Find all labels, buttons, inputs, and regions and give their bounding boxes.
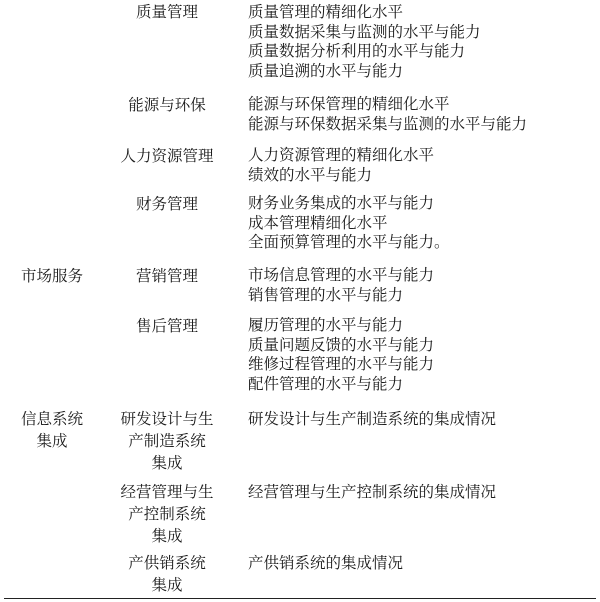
content-line: 能源与环保数据采集与监测的水平与能力 — [248, 114, 528, 133]
content-line: 质量问题反馈的水平与能力 — [248, 335, 435, 354]
content-line: 成本管理精细化水平 — [248, 213, 388, 232]
subitem-cell — [104, 193, 230, 215]
subitem-text: 研发设计与生 — [120, 410, 214, 428]
content-line: 经营管理与生产控制系统的集成情况 — [248, 483, 497, 501]
subitem-text: 营销管理 — [135, 267, 198, 285]
content-line: 质量数据采集与监测的水平与能力 — [248, 22, 481, 41]
category-cell — [6, 265, 98, 287]
subitem-cell — [104, 552, 230, 596]
content-line: 市场信息管理的水平与能力 — [248, 266, 435, 284]
content-line: 质量数据分析利用的水平与能力 — [248, 42, 466, 60]
content-cell — [248, 483, 596, 503]
content-cell — [248, 95, 596, 134]
content-line: 质量追溯的水平与能力 — [248, 61, 404, 80]
content-line: 能源与环保管理的精细化水平 — [248, 95, 450, 113]
subitem-text: 售后管理 — [135, 317, 198, 335]
content-line: 履历管理的水平与能力 — [248, 316, 404, 334]
content-cell — [248, 316, 596, 394]
category-text: 集成 — [36, 432, 68, 450]
subitem-text: 产制造系统 — [128, 432, 206, 450]
content-cell — [248, 194, 596, 253]
content-line: 人力资源管理的精细化水平 — [248, 146, 435, 164]
subitem-text: 集成 — [151, 576, 183, 594]
content-line: 财务业务集成的水平与能力 — [248, 194, 435, 212]
category-text: 市场服务 — [20, 267, 83, 285]
content-line: 绩效的水平与能力 — [248, 165, 373, 184]
content-line: 研发设计与生产制造系统的集成情况 — [248, 410, 497, 428]
content-line: 维修过程管理的水平与能力 — [248, 355, 435, 373]
subitem-cell — [104, 265, 230, 287]
content-cell — [248, 554, 596, 574]
subitem-text: 集成 — [151, 454, 183, 472]
subitem-cell — [104, 145, 230, 167]
subitem-text: 人力资源管理 — [120, 147, 214, 165]
subitem-text: 集成 — [151, 527, 183, 545]
content-cell — [248, 146, 596, 185]
subitem-text: 产控制系统 — [128, 505, 206, 523]
subitem-cell — [104, 94, 230, 116]
subitem-text: 能源与环保 — [128, 96, 206, 114]
category-cell — [6, 408, 98, 452]
content-line: 质量管理的精细化水平 — [248, 3, 404, 21]
content-line: 配件管理的水平与能力 — [248, 374, 404, 393]
category-text: 信息系统 — [20, 410, 83, 428]
content-line: 销售管理的水平与能力 — [248, 285, 404, 304]
subitem-cell — [104, 408, 230, 474]
subitem-cell — [104, 315, 230, 337]
content-line: 产供销系统的集成情况 — [248, 554, 404, 572]
subitem-text: 财务管理 — [135, 195, 198, 213]
subitem-text: 产供销系统 — [128, 554, 206, 572]
subitem-text: 经营管理与生 — [120, 483, 214, 501]
content-line: 全面预算管理的水平与能力。 — [248, 233, 450, 251]
content-cell — [248, 410, 596, 430]
content-cell — [248, 3, 596, 81]
content-cell — [248, 266, 596, 305]
table-bottom-rule — [4, 598, 596, 599]
subitem-cell — [104, 1, 230, 23]
subitem-text: 质量管理 — [135, 3, 198, 21]
subitem-cell — [104, 481, 230, 547]
